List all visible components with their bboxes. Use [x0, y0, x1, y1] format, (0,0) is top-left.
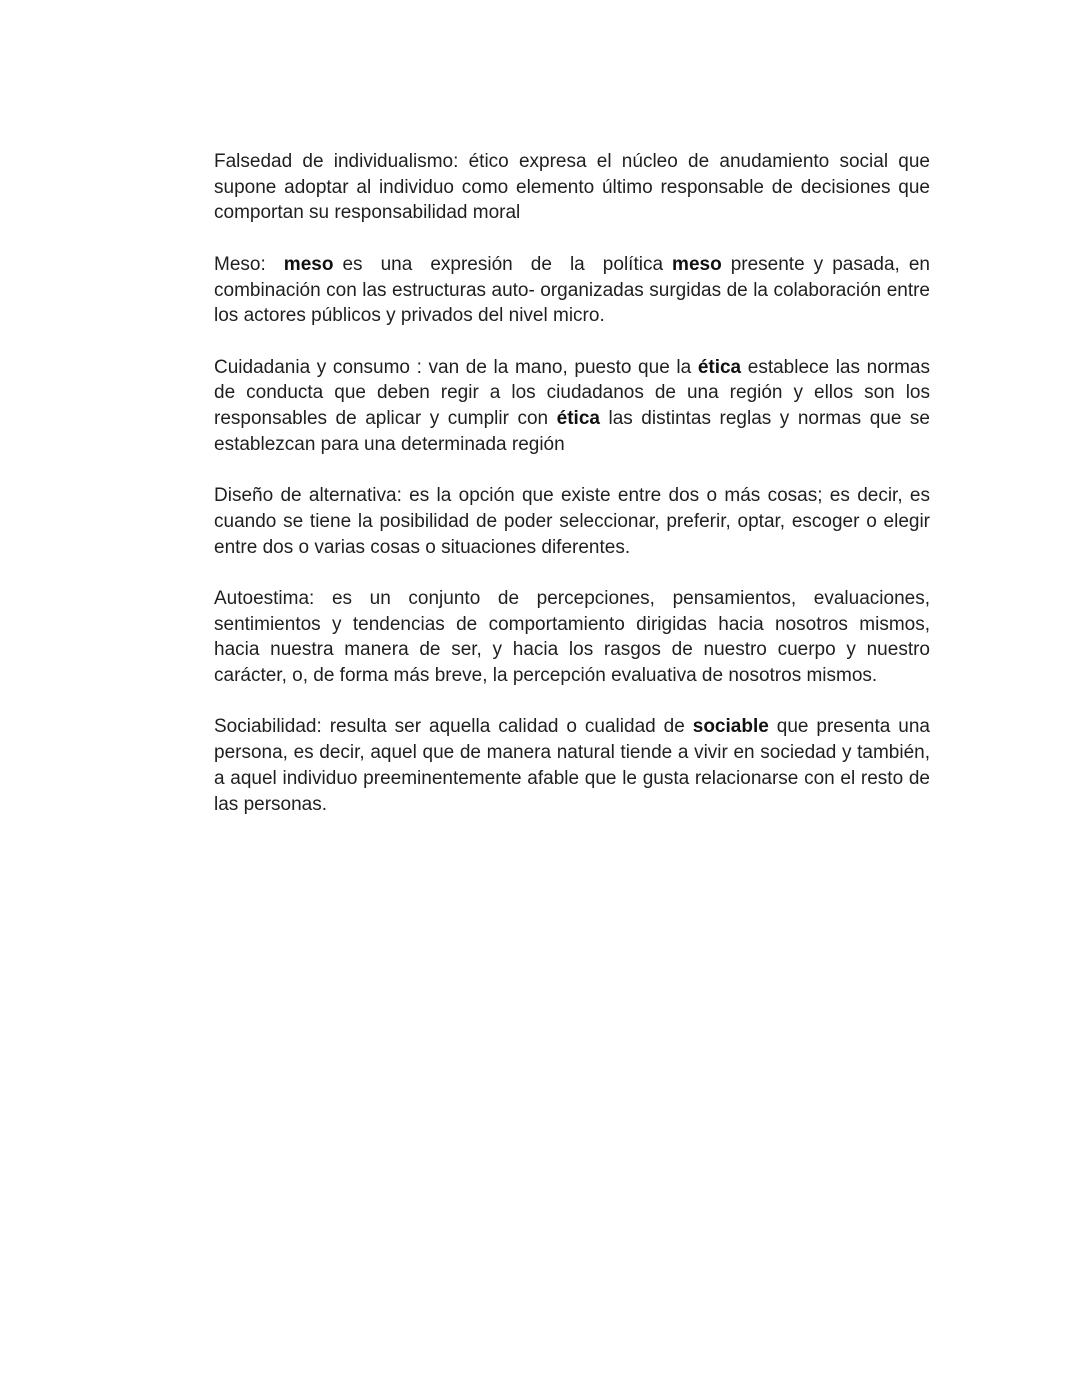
- paragraph-autoestima: [214, 586, 930, 689]
- paragraph-cuidadania: [214, 355, 930, 458]
- text-segment: Autoestima: es un conjunto de percepciones, pensamientos, evaluaciones, sentimientos y tendencias de comportamiento dirigidas hacia nosotros mismos, hacia nuestra manera de ser, y hacia los rasgos de nuestro cuerpo y nuestro carácter, o, de forma más breve, la percepción evaluativa de nosotros mismos.: [214, 587, 930, 686]
- paragraph-alternativa: [214, 483, 930, 560]
- bold-term-etica: ética: [556, 408, 600, 429]
- text-segment: presente y pasada, en combinación con las estructuras auto- organizadas surgidas de la colaboración entre los actores públicos y privados del nivel micro.: [214, 253, 930, 327]
- text-segment: es una expresión de la política: [333, 253, 673, 275]
- paragraph-sociabilidad: [214, 714, 930, 817]
- text-segment: las distintas reglas y normas que se establezcan para una determinada región: [214, 408, 930, 455]
- text-segment: Meso:: [214, 253, 284, 275]
- text-segment: Cuidadania y consumo : van de la mano, puesto que la: [214, 356, 698, 378]
- text-segment: establece las normas de conducta que deben regir a los ciudadanos de una región y ellos son los responsables de aplicar y cumplir con: [214, 356, 930, 429]
- paragraph-meso: [214, 252, 930, 329]
- bold-term-sociable: sociable: [692, 716, 769, 738]
- bold-term-etica: ética: [697, 356, 742, 378]
- text-segment: Falsedad de individualismo: ético expresa el núcleo de anudamiento social que supone adoptar al individuo como elemento último responsable de decisiones que comportan su responsabilidad moral: [214, 151, 930, 224]
- text-segment: Sociabilidad: resulta ser aquella calidad o cualidad de: [214, 716, 693, 738]
- text-segment: que presenta una persona, es decir, aquel que de manera natural tiende a vivir en sociedad y también, a aquel individuo preeminentemente afable que le gusta relacionarse con el resto de las personas.: [214, 716, 930, 815]
- text-segment: Diseño de alternativa: es la opción que existe entre dos o más cosas; es decir, es cuando se tiene la posibilidad de poder seleccionar, preferir, optar, escoger o elegir entre dos o varias cosas o situaciones diferentes.: [214, 485, 930, 558]
- bold-term-meso: meso: [283, 253, 334, 275]
- bold-term-meso: meso: [672, 253, 722, 275]
- paragraph-individualismo: [214, 149, 930, 226]
- document-body: [214, 149, 930, 843]
